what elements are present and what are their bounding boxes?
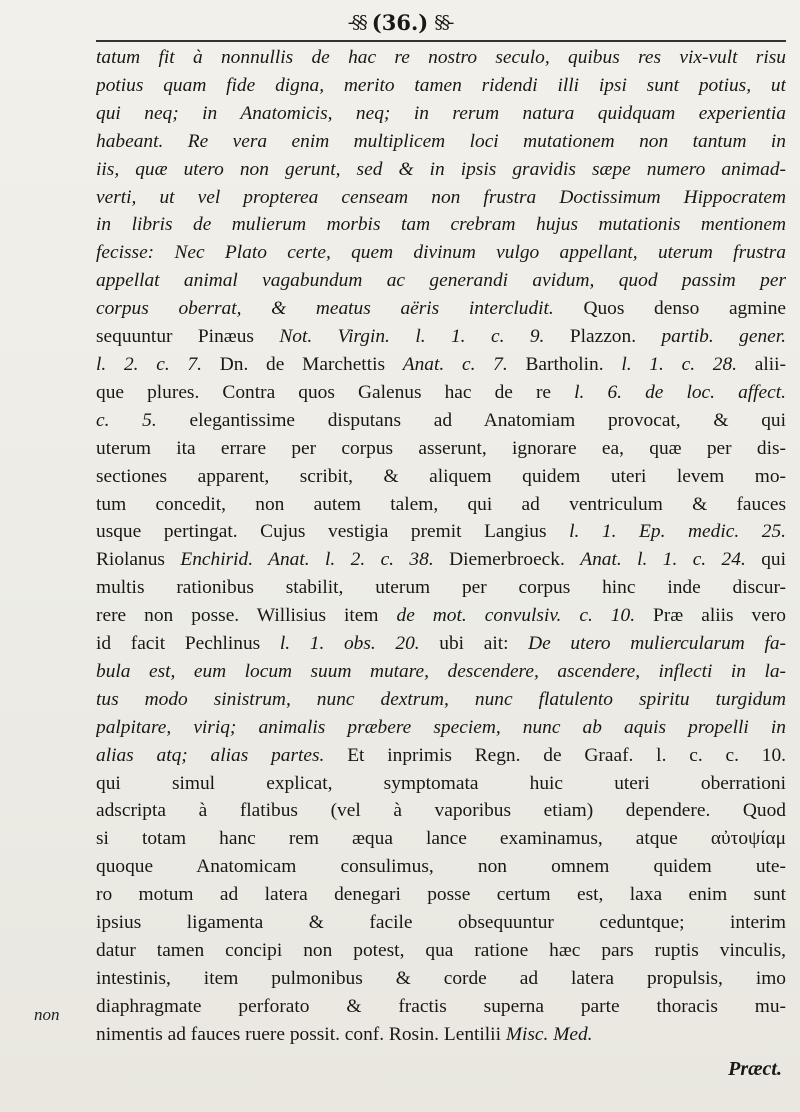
text-segment: partib. gener. xyxy=(661,326,786,348)
text-line xyxy=(96,72,786,100)
text-segment: diaphragmate perforato & fractis superna parte thoracis mu- xyxy=(96,995,786,1017)
text-segment: Quos denso agmine xyxy=(553,298,786,320)
text-line xyxy=(96,742,786,770)
text-segment: Misc. Med. xyxy=(505,1023,593,1045)
text-segment: iis, quæ utero non gerunt, sed & in ipsis gravidis sæpe numero animad- xyxy=(96,158,786,180)
text-segment: qui neq; in Anatomicis, neq; in rerum natura quidquam experientia xyxy=(96,102,786,124)
text-segment: datur tamen concipi non potest, qua ratione hæc pars ruptis vinculis, xyxy=(96,940,786,961)
text-line xyxy=(96,686,786,714)
header-ornament-right: §§- xyxy=(434,11,453,33)
body-text xyxy=(96,44,786,1049)
text-line xyxy=(96,100,786,128)
text-line xyxy=(96,323,786,351)
text-segment: Anat. l. 1. c. 24. xyxy=(580,549,746,571)
text-segment: l. 2. c. 7. xyxy=(96,353,203,375)
text-line xyxy=(96,993,786,1021)
text-line xyxy=(96,1021,786,1049)
text-line xyxy=(96,491,786,519)
text-segment: in libris de mulierum morbis tam crebram hujus mutationis mentionem xyxy=(96,214,786,236)
text-line xyxy=(96,518,786,546)
text-segment: Bartholin. xyxy=(507,353,622,375)
text-segment: l. 6. de loc. affect. xyxy=(574,381,786,403)
text-line xyxy=(96,407,786,435)
text-line xyxy=(96,714,786,742)
page-number: (36.) xyxy=(371,9,429,35)
text-line xyxy=(96,658,786,686)
text-segment: tatum fit à nonnullis de hac re nostro seculo, quibus res vix-vult risu xyxy=(96,47,786,68)
text-segment: de mot. convulsiv. c. 10. xyxy=(396,605,636,627)
text-line xyxy=(96,825,786,853)
text-line xyxy=(96,546,786,574)
text-segment: c. 5. xyxy=(96,409,157,431)
text-line xyxy=(96,881,786,909)
text-segment: alii- xyxy=(737,353,786,375)
text-segment: Diemerbroeck. xyxy=(433,549,581,571)
text-segment: De utero muliercularum fa- xyxy=(528,633,786,655)
header-rule xyxy=(96,40,786,42)
text-segment: Riolanus xyxy=(96,549,181,571)
text-segment: l. 1. c. 28. xyxy=(621,353,738,375)
text-line xyxy=(96,156,786,184)
text-segment: alias atq; alias partes. xyxy=(96,744,325,766)
text-line xyxy=(96,853,786,881)
text-segment: id facit Pechlinus xyxy=(96,633,280,655)
text-segment: uterum ita errare per corpus asserunt, ignorare ea, quæ per dis- xyxy=(96,437,786,459)
catchword: Præct. xyxy=(728,1058,782,1080)
text-line xyxy=(96,351,786,379)
text-segment: intestinis, item pulmonibus & corde ad latera propulsis, imo xyxy=(96,967,786,989)
text-line xyxy=(96,44,786,72)
text-line xyxy=(96,463,786,491)
text-segment: sequuntur Pinæus xyxy=(96,326,280,348)
text-line xyxy=(96,295,786,323)
margin-note: non xyxy=(34,1005,60,1024)
text-line xyxy=(96,435,786,463)
text-line xyxy=(96,909,786,937)
text-line xyxy=(96,267,786,295)
text-line xyxy=(96,937,786,965)
text-segment: Dn. de Marchettis xyxy=(202,353,403,375)
text-segment: Et inprimis Regn. de Graaf. l. c. c. 10. xyxy=(324,744,786,766)
text-line xyxy=(96,184,786,212)
text-line xyxy=(96,602,786,630)
text-segment: bula est, eum locum suum mutare, descendere, ascendere, inflecti in la- xyxy=(96,660,786,682)
text-segment: rere non posse. Willisius item xyxy=(96,605,397,627)
text-segment: que plures. Contra quos Galenus hac de re xyxy=(96,381,575,403)
text-segment: fecisse: Nec Plato certe, quem divinum vulgo appellant, uterum frustra xyxy=(96,242,786,264)
text-segment: si totam hanc rem æqua lance examinamus, atque αὐτοψίαμ xyxy=(96,828,786,850)
text-segment: Anat. c. 7. xyxy=(402,353,508,375)
text-segment: quoque Anatomicam consulimus, non omnem quidem ute- xyxy=(96,856,786,878)
text-line xyxy=(96,797,786,825)
text-segment: corpus oberrat, & meatus aëris intercludit. xyxy=(96,298,554,320)
text-segment: tum concedit, non autem talem, qui ad ventriculum & fauces xyxy=(96,493,786,515)
text-segment: Not. Virgin. l. 1. c. 9. xyxy=(279,326,545,348)
text-segment: sectiones apparent, scribit, & aliquem quidem uteri levem mo- xyxy=(96,465,786,487)
text-line xyxy=(96,379,786,407)
text-line xyxy=(96,239,786,267)
text-line xyxy=(96,630,786,658)
text-segment: Præ aliis vero xyxy=(635,605,786,627)
text-segment: verti, ut vel propterea censeam non frustra Doctissimum Hippocratem xyxy=(96,186,786,208)
text-segment: l. 1. obs. 20. xyxy=(279,633,420,655)
text-segment: qui xyxy=(745,549,786,571)
text-segment: multis rationibus stabilit, uterum per corpus hinc inde discur- xyxy=(96,577,786,599)
header-ornament-left: -§§ xyxy=(347,11,366,33)
text-segment: tus modo sinistrum, nunc dextrum, nunc flatulento spiritu turgidum xyxy=(96,688,786,710)
text-line xyxy=(96,965,786,993)
text-segment: palpitare, viriq; animalis præbere speciem, nunc ab aquis propelli in xyxy=(96,716,786,738)
text-segment: elegantissime disputans ad Anatomiam provocat, & qui xyxy=(156,409,786,431)
text-segment: appellat animal vagabundum ac generandi avidum, quod passim per xyxy=(96,270,786,292)
text-segment: usque pertingat. Cujus vestigia premit Langius xyxy=(96,521,570,543)
text-segment: Plazzon. xyxy=(544,326,662,348)
text-segment: adscripta à flatibus (vel à vaporibus etiam) dependere. Quod xyxy=(96,800,786,822)
text-segment: l. 1. Ep. medic. 25. xyxy=(569,521,786,543)
text-segment: ipsius ligamenta & facile obsequuntur ceduntque; interim xyxy=(96,912,786,934)
text-segment: ubi ait: xyxy=(419,633,529,655)
text-line xyxy=(96,128,786,156)
text-line xyxy=(96,770,786,798)
text-segment: potius quam fide digna, merito tamen ridendi illi ipsi sunt potius, ut xyxy=(96,74,786,96)
text-segment: Enchirid. Anat. l. 2. c. 38. xyxy=(180,549,434,571)
text-line xyxy=(96,574,786,602)
text-segment: ro motum ad latera denegari posse certum est, laxa enim sunt xyxy=(96,884,786,906)
text-line xyxy=(96,211,786,239)
text-segment: qui simul explicat, symptomata huic uteri oberrationi xyxy=(96,772,786,794)
text-segment: nimentis ad fauces ruere possit. conf. Rosin. Lentilii xyxy=(96,1023,506,1045)
text-segment: habeant. Re vera enim multiplicem loci mutationem non tantum in xyxy=(96,130,786,152)
page-header xyxy=(0,4,800,40)
